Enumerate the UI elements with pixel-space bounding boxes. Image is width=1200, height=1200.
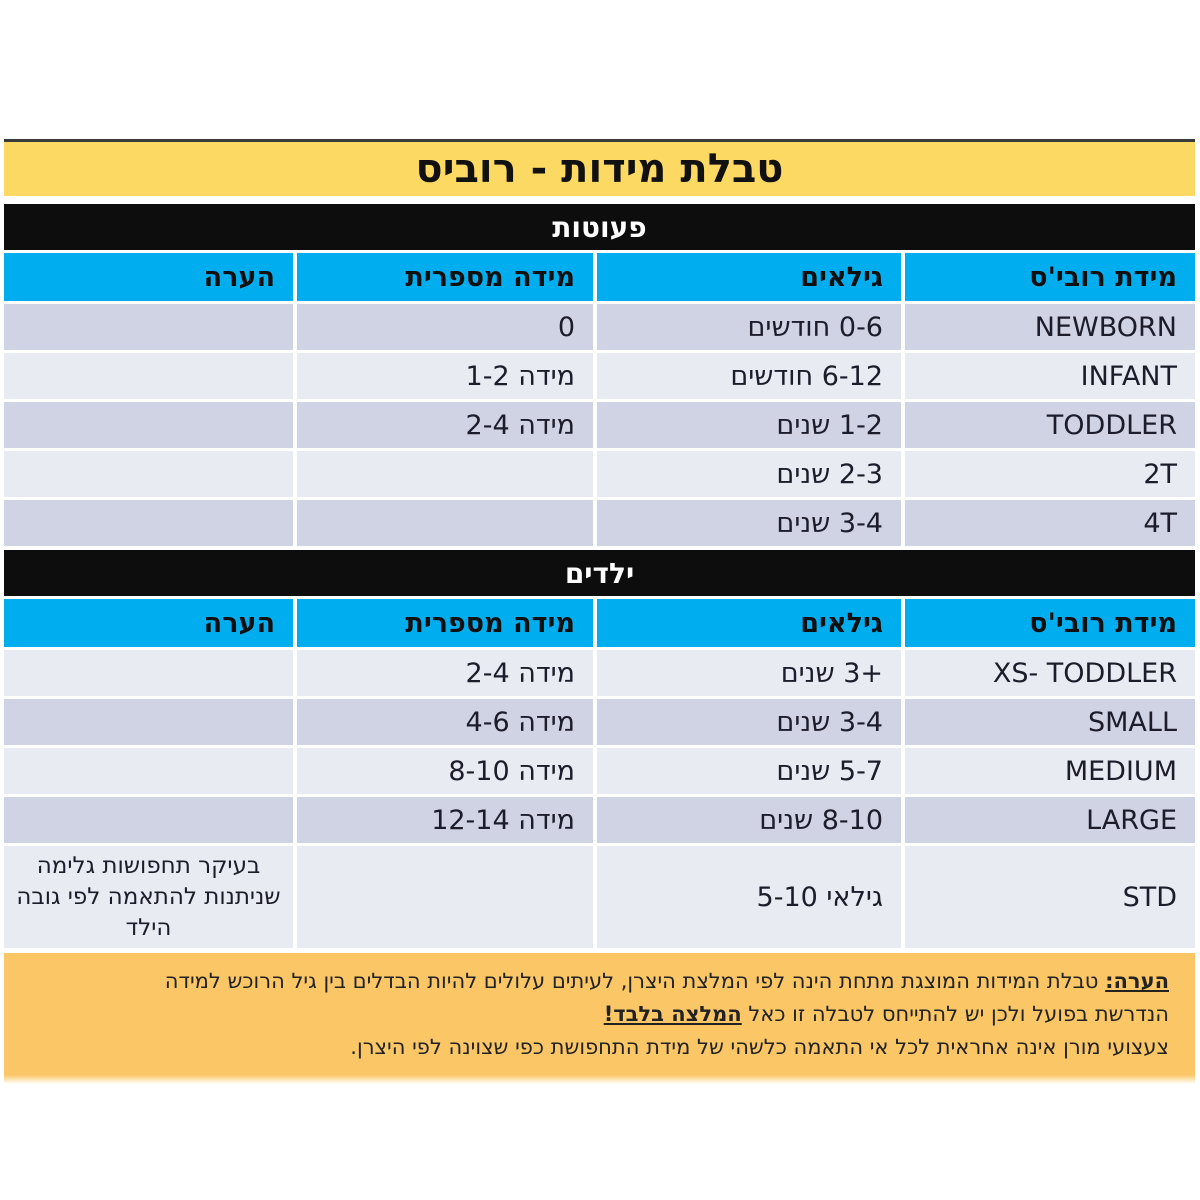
cell-ages: 0-6 חודשים bbox=[597, 304, 901, 350]
column-header-ages: גילאים bbox=[597, 253, 901, 301]
cell-note bbox=[4, 353, 293, 399]
cell-rubies-size: 2T bbox=[905, 451, 1195, 497]
cell-ages: 3-4 שנים bbox=[597, 500, 901, 546]
cell-rubies-size: SMALL bbox=[905, 699, 1195, 745]
cell-numeric-size bbox=[297, 846, 593, 948]
section-title: פעוטות bbox=[552, 210, 647, 244]
table-row bbox=[4, 304, 1195, 350]
cell-numeric-size: מידה 1-2 bbox=[297, 353, 593, 399]
cell-numeric-size: מידה 2-4 bbox=[297, 402, 593, 448]
column-header-row bbox=[4, 599, 1195, 647]
cell-rubies-size: LARGE bbox=[905, 797, 1195, 843]
table-row bbox=[4, 402, 1195, 448]
cell-ages: 5-7 שנים bbox=[597, 748, 901, 794]
cell-numeric-size bbox=[297, 451, 593, 497]
table-row bbox=[4, 353, 1195, 399]
cell-numeric-size: מידה 12-14 bbox=[297, 797, 593, 843]
cell-ages: גילאי 5-10 bbox=[597, 846, 901, 948]
table-row bbox=[4, 699, 1195, 745]
cell-rubies-size: STD bbox=[905, 846, 1195, 948]
chart-title-bar bbox=[4, 139, 1195, 196]
column-header-numeric-size: מידה מספרית bbox=[297, 599, 593, 647]
footer-recommendation-emphasis: המלצה בלבד! bbox=[603, 1002, 742, 1026]
cell-numeric-size: מידה 4-6 bbox=[297, 699, 593, 745]
cell-numeric-size: מידה 8-10 bbox=[297, 748, 593, 794]
footer-line-2: הנדרשת בפועל ולכן יש להתייחס לטבלה זו כאל המלצה בלבד! bbox=[603, 1002, 1169, 1026]
column-header-row bbox=[4, 253, 1195, 301]
cell-note bbox=[4, 650, 293, 696]
column-header-numeric-size: מידה מספרית bbox=[297, 253, 593, 301]
cell-rubies-size: MEDIUM bbox=[905, 748, 1195, 794]
cell-rubies-size: XS- TODDLER bbox=[905, 650, 1195, 696]
table-row bbox=[4, 846, 1195, 948]
footer-line-1: הערה: טבלת המידות המוצגת מתחת הינה לפי המלצת היצרן, לעיתים עלולים להיות הבדלים בין גיל הרוכש למידה bbox=[164, 969, 1169, 993]
footer-note bbox=[4, 953, 1195, 1084]
section-header-children bbox=[4, 550, 1195, 596]
cell-rubies-size: NEWBORN bbox=[905, 304, 1195, 350]
table-row bbox=[4, 797, 1195, 843]
column-header-note: הערה bbox=[4, 253, 293, 301]
footer-note-label: הערה: bbox=[1105, 969, 1169, 993]
cell-rubies-size: 4T bbox=[905, 500, 1195, 546]
cell-ages: 8-10 שנים bbox=[597, 797, 901, 843]
cell-ages: 6-12 חודשים bbox=[597, 353, 901, 399]
column-header-rubies-size: מידת רובי'ס bbox=[905, 599, 1195, 647]
cell-numeric-size bbox=[297, 500, 593, 546]
chart-title: טבלת מידות - רוביס bbox=[415, 146, 784, 192]
cell-ages: 2-3 שנים bbox=[597, 451, 901, 497]
cell-ages: 3-4 שנים bbox=[597, 699, 901, 745]
cell-note bbox=[4, 304, 293, 350]
cell-note: בעיקר תחפושות גלימה שניתנות להתאמה לפי גובה הילד bbox=[4, 846, 293, 948]
cell-ages: +3 שנים bbox=[597, 650, 901, 696]
section-header-infants bbox=[4, 204, 1195, 250]
cell-note bbox=[4, 699, 293, 745]
table-row bbox=[4, 451, 1195, 497]
cell-rubies-size: INFANT bbox=[905, 353, 1195, 399]
cell-note bbox=[4, 748, 293, 794]
cell-numeric-size: מידה 2-4 bbox=[297, 650, 593, 696]
cell-note bbox=[4, 797, 293, 843]
cell-rubies-size: TODDLER bbox=[905, 402, 1195, 448]
cell-note bbox=[4, 402, 293, 448]
cell-note bbox=[4, 451, 293, 497]
table-row bbox=[4, 650, 1195, 696]
column-header-rubies-size: מידת רובי'ס bbox=[905, 253, 1195, 301]
table-row bbox=[4, 748, 1195, 794]
cell-note bbox=[4, 500, 293, 546]
footer-line-3: צעצועי מורן אינה אחראית לכל אי התאמה כלשהי של מידת התחפושת כפי שצוינה לפי היצרן. bbox=[350, 1035, 1169, 1059]
cell-ages: 1-2 שנים bbox=[597, 402, 901, 448]
cell-numeric-size: 0 bbox=[297, 304, 593, 350]
size-chart-table bbox=[4, 139, 1195, 1084]
table-row bbox=[4, 500, 1195, 546]
section-title: ילדים bbox=[564, 556, 635, 590]
column-header-note: הערה bbox=[4, 599, 293, 647]
column-header-ages: גילאים bbox=[597, 599, 901, 647]
